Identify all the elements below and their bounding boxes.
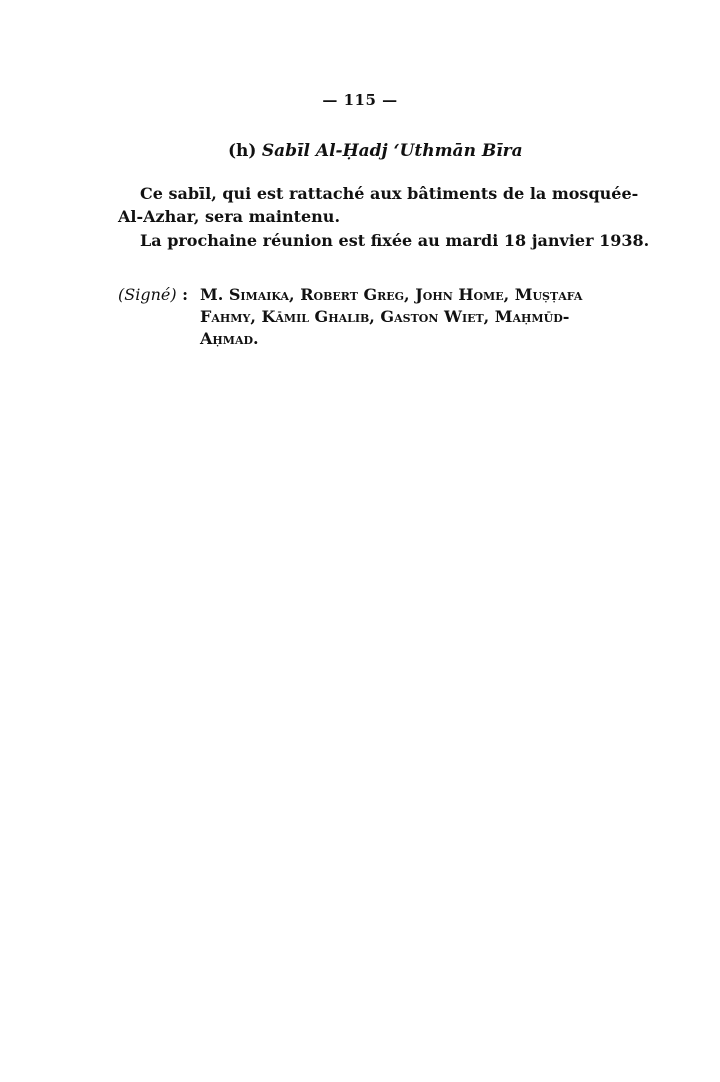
- section-marker: (h): [228, 141, 257, 161]
- signature-label: [118, 284, 188, 306]
- paragraph-line: Ce sabīl, qui est rattaché aux bâtiments de la mosquée-: [140, 184, 639, 203]
- signature-label-text: (Signé): [118, 285, 177, 304]
- signature-colon: :: [176, 285, 189, 304]
- section-heading: [228, 141, 523, 161]
- signatory-line: Aḥmad.: [200, 329, 259, 348]
- signatory-line: Fahmy, Kāmil Ghalib, Gaston Wiet, Maḥmūd-: [200, 307, 570, 326]
- signatory-line: M. Simaika, Robert Greg, John Home, Muṣṭafa: [200, 285, 583, 304]
- signatories: [200, 284, 618, 350]
- section-title: Sabīl Al-Ḥadj ʻUthmān Bīra: [261, 141, 523, 161]
- paragraph-line: Al-Azhar, sera maintenu.: [118, 207, 341, 226]
- paragraph-next-meeting: [118, 229, 650, 252]
- paragraph-sabil: [118, 182, 639, 228]
- page-number: — 115 —: [322, 91, 398, 109]
- paragraph-line: La prochaine réunion est fixée au mardi 18 janvier 1938.: [140, 231, 650, 250]
